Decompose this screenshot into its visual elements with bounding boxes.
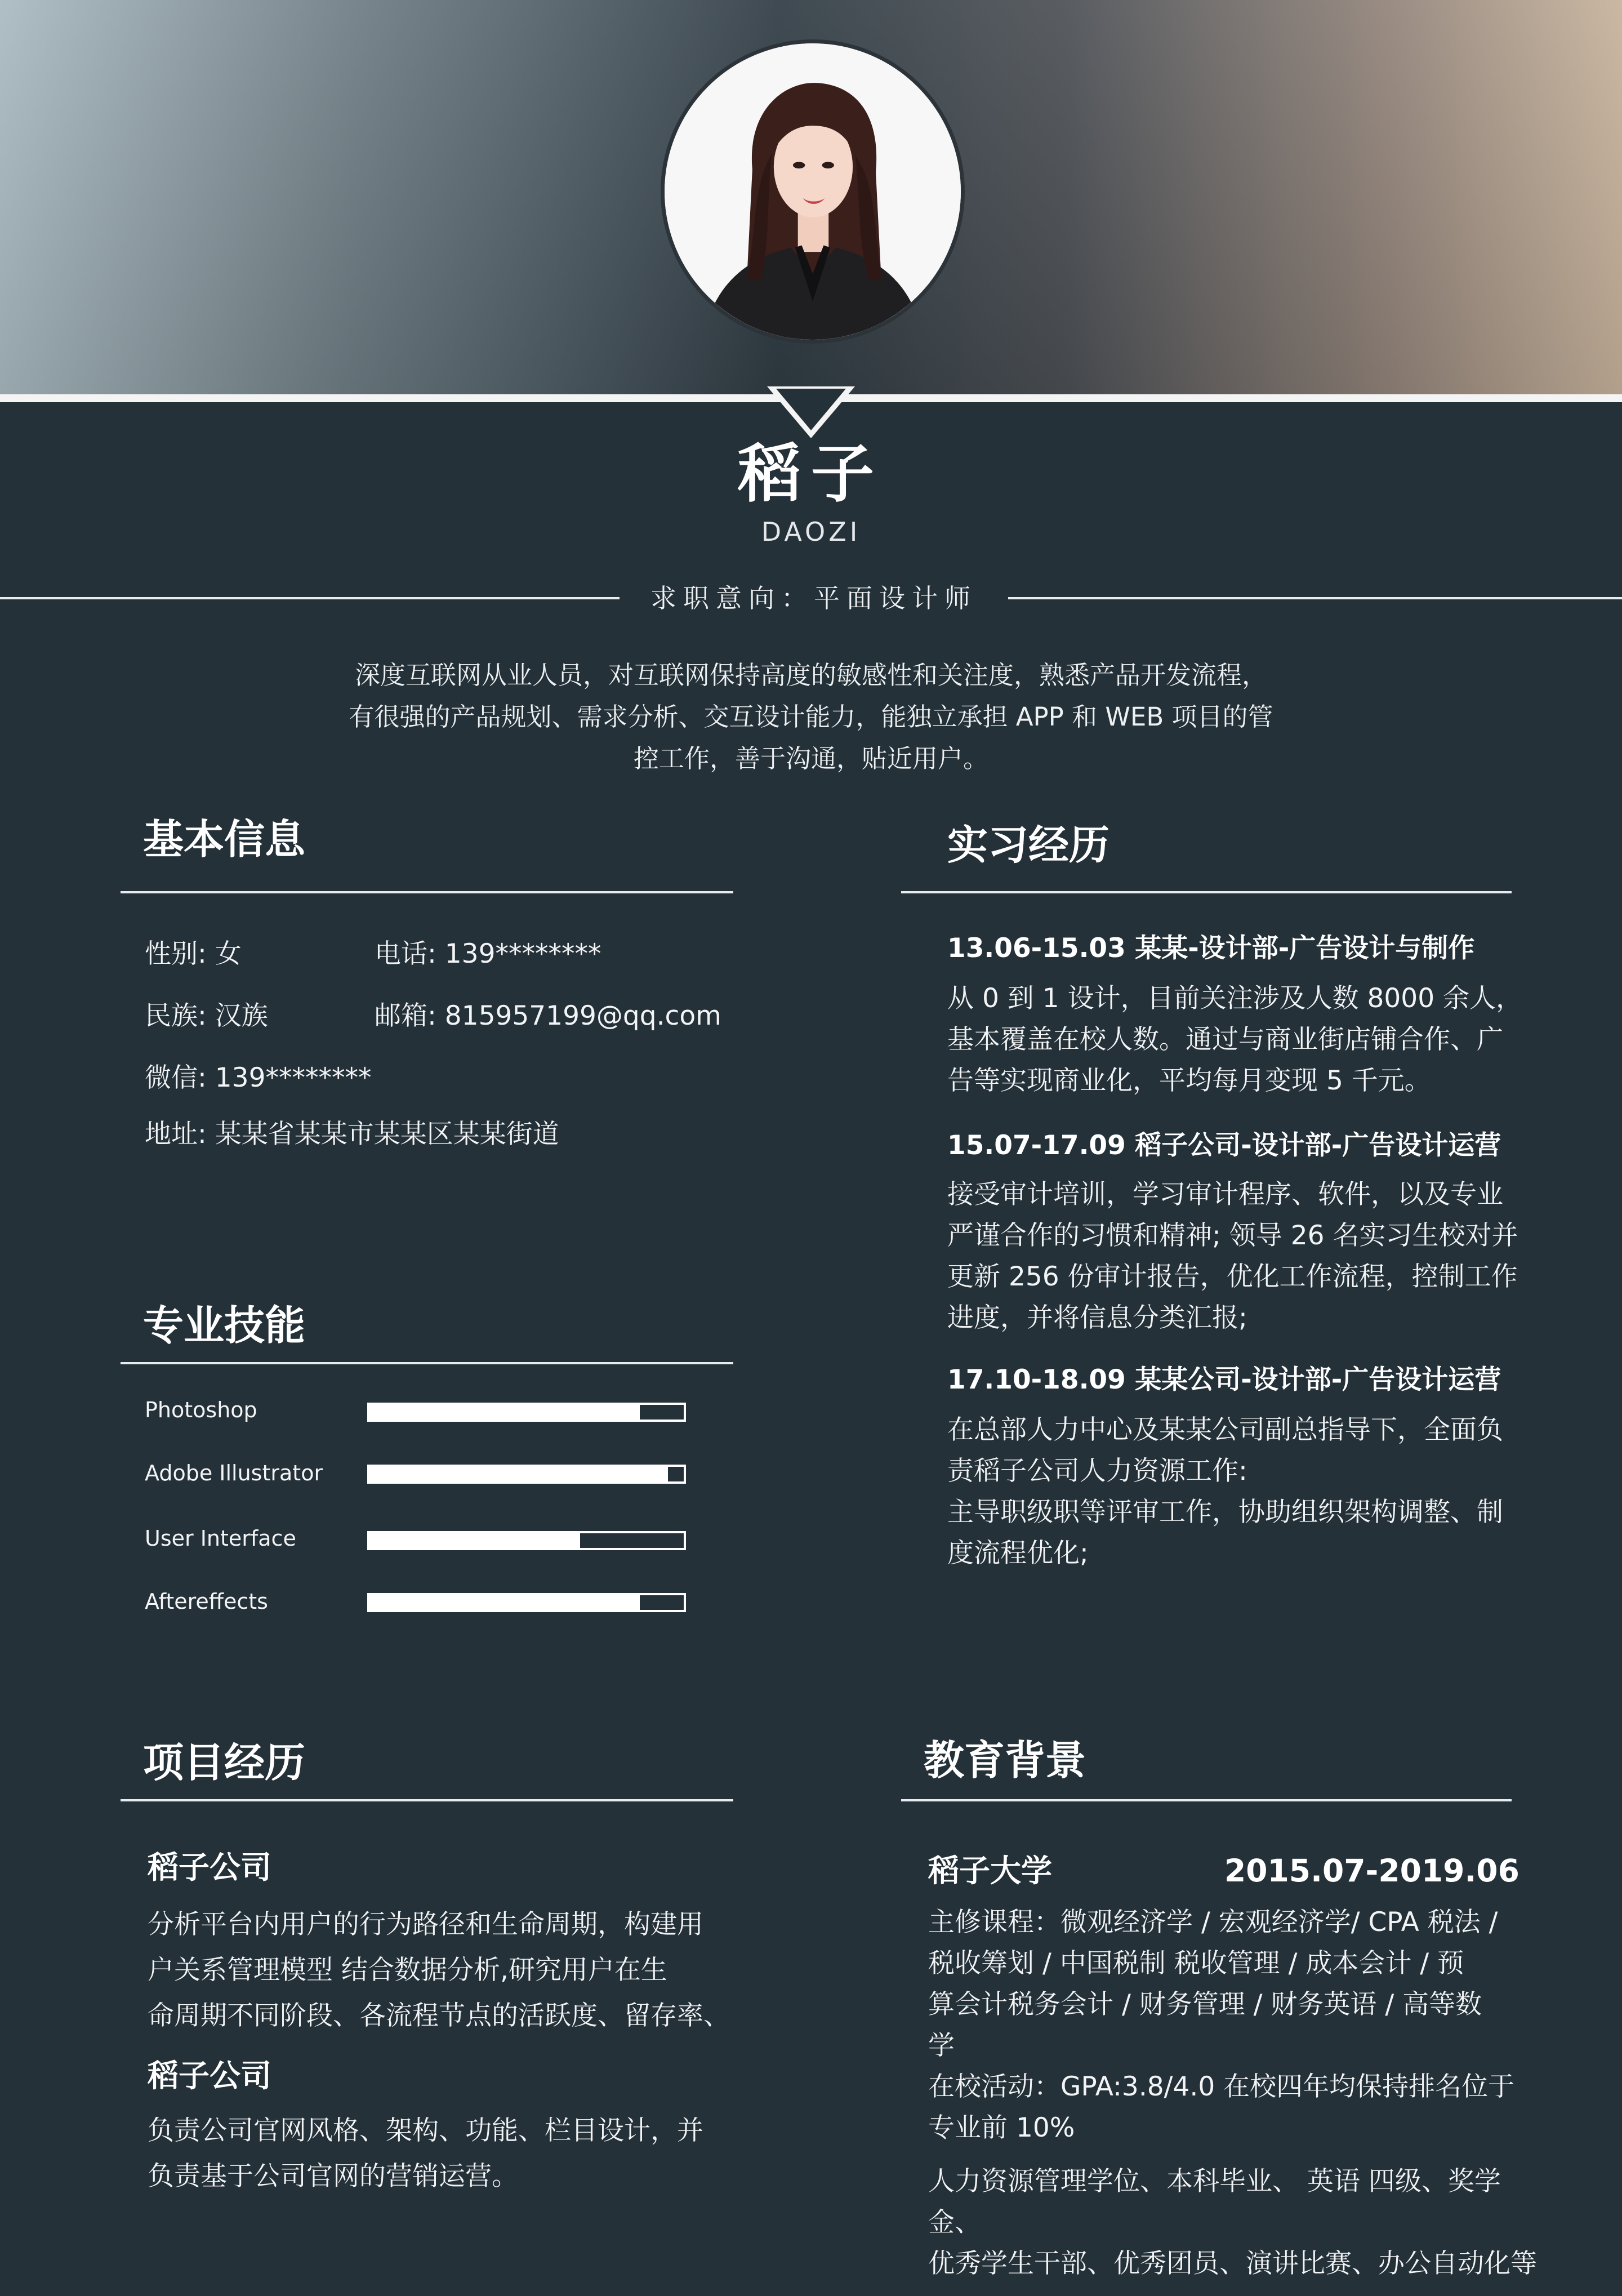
skill-bar-fill (369, 1533, 580, 1548)
skills-divider (121, 1362, 733, 1364)
detail-line: 告等实现商业化，平均每月变现 5 千元。 (947, 1065, 1431, 1096)
internship-heading: 15.07-17.09 稻子公司-设计部-广告设计运营 (947, 1130, 1501, 1161)
banner-pointer (776, 389, 846, 430)
skill-bar-fill (369, 1595, 640, 1610)
project-detail (148, 2108, 745, 2199)
summary-line: 深度互联网从业人员，对互联网保持高度的敏感性和关注度，熟悉产品开发流程， (354, 660, 1267, 690)
education-divider (901, 1799, 1512, 1801)
skill-bar (367, 1593, 686, 1612)
internship-detail (947, 1409, 1533, 1574)
detail-line: 负责基于公司官网的营销运营。 (148, 2161, 518, 2192)
projects-divider (121, 1799, 733, 1801)
portrait-photo (665, 43, 961, 340)
skill-bar-fill (369, 1405, 640, 1420)
summary-line: 有很强的产品规划、需求分析、交互设计能力，能独立承担 APP 和 WEB 项目的管 (349, 702, 1273, 732)
internship-detail (947, 1174, 1533, 1338)
study-period: 2015.07-2019.06 (1224, 1853, 1519, 1889)
internship-detail (947, 978, 1533, 1101)
wechat: 微信: 139******** (145, 1062, 372, 1093)
project-company: 稻子公司 (148, 1849, 272, 1885)
detail-line: 更新 256 份审计报告，优化工作流程，控制工作 (947, 1261, 1518, 1292)
detail-line: 分析平台内用户的行为路径和生命周期，构建用 (148, 1909, 703, 1940)
address: 地址: 某某省某某市某某区某某街道 (145, 1119, 559, 1150)
detail-line: 主导职级职等评审工作，协助组织架构调整、制 (947, 1497, 1503, 1528)
intent-divider-right (1008, 597, 1622, 599)
projects-title: 项目经历 (143, 1739, 306, 1786)
job-intent: 求职意向：平面设计师 (650, 583, 977, 613)
detail-line: 负责公司官网风格、架构、功能、栏目设计，并 (148, 2115, 703, 2146)
basic-info-divider (121, 891, 733, 893)
education-honors (928, 2161, 1548, 2284)
ethnicity: 民族: 汉族 (145, 1000, 268, 1031)
detail-line: 主修课程：微观经济学 / 宏观经济学/ CPA 税法 / (928, 1907, 1498, 1938)
detail-line: 户关系管理模型 结合数据分析,研究用户在生 (148, 1955, 667, 1986)
phone: 电话: 139******** (375, 938, 601, 969)
skill-bar (367, 1531, 686, 1550)
person-pinyin: DAOZI (761, 517, 861, 547)
education-title: 教育背景 (924, 1737, 1086, 1784)
detail-line: 命周期不同阶段、各流程节点的活跃度、留存率、 (148, 2000, 730, 2031)
internship-heading: 13.06-15.03 某某-设计部-广告设计与制作 (947, 933, 1475, 964)
project-company: 稻子公司 (148, 2058, 272, 2094)
skill-label: User Interface (145, 1526, 296, 1551)
internship-title: 实习经历 (947, 821, 1110, 869)
detail-line: 从 0 到 1 设计，目前关注涉及人数 8000 余人， (947, 983, 1523, 1014)
detail-line: 在校活动：GPA:3.8/4.0 在校四年均保持排名位于 (928, 2071, 1515, 2102)
internship-heading: 17.10-18.09 某某公司-设计部-广告设计运营 (947, 1364, 1501, 1395)
skill-label: Adobe Illustrator (145, 1461, 323, 1485)
detail-line: 进度，并将信息分类汇报; (947, 1302, 1247, 1333)
skill-bar (367, 1465, 686, 1484)
skills-title: 专业技能 (143, 1302, 306, 1349)
detail-line: 算会计税务会计 / 财务管理 / 财务英语 / 高等数 (928, 1989, 1482, 2020)
detail-line: 在总部人力中心及某某公司副总指导下，全面负 (947, 1414, 1503, 1445)
detail-line: 专业前 10% (928, 2112, 1075, 2143)
avatar (661, 39, 965, 344)
gender: 性别: 女 (145, 938, 242, 969)
skill-bar-fill (369, 1467, 668, 1481)
detail-line: 优秀学生干部、优秀团员、演讲比赛、办公自动化等 (928, 2248, 1537, 2279)
detail-line: 责稻子公司人力资源工作: (947, 1456, 1247, 1487)
skill-label: Photoshop (145, 1398, 257, 1422)
summary-line: 控工作，善于沟通，贴近用户。 (633, 744, 988, 773)
detail-line: 接受审计培训，学习审计程序、软件，以及专业 (947, 1179, 1503, 1210)
detail-line: 税收筹划 / 中国税制 税收管理 / 成本会计 / 预 (928, 1948, 1464, 1979)
profile-summary (315, 655, 1307, 780)
project-detail (148, 1902, 745, 2039)
intent-divider-left (0, 597, 620, 599)
detail-line: 严谨合作的习惯和精神; 领导 26 名实习生校对并 (947, 1220, 1518, 1251)
internship-divider (901, 891, 1512, 893)
email: 邮箱: 815957199@qq.com (375, 1000, 721, 1031)
person-name: 稻子 (738, 438, 884, 511)
skill-bar (367, 1403, 686, 1422)
detail-line: 学 (928, 2030, 955, 2061)
detail-line: 基本覆盖在校人数。通过与商业街店铺合作、广 (947, 1024, 1503, 1055)
skill-label: Aftereffects (145, 1589, 268, 1614)
detail-line: 人力资源管理学位、本科毕业、 英语 四级、奖学金、 (928, 2166, 1501, 2238)
school-name: 稻子大学 (928, 1853, 1053, 1889)
basic-info-title: 基本信息 (143, 816, 306, 863)
detail-line: 度流程优化; (947, 1538, 1089, 1569)
education-detail (928, 1902, 1548, 2148)
